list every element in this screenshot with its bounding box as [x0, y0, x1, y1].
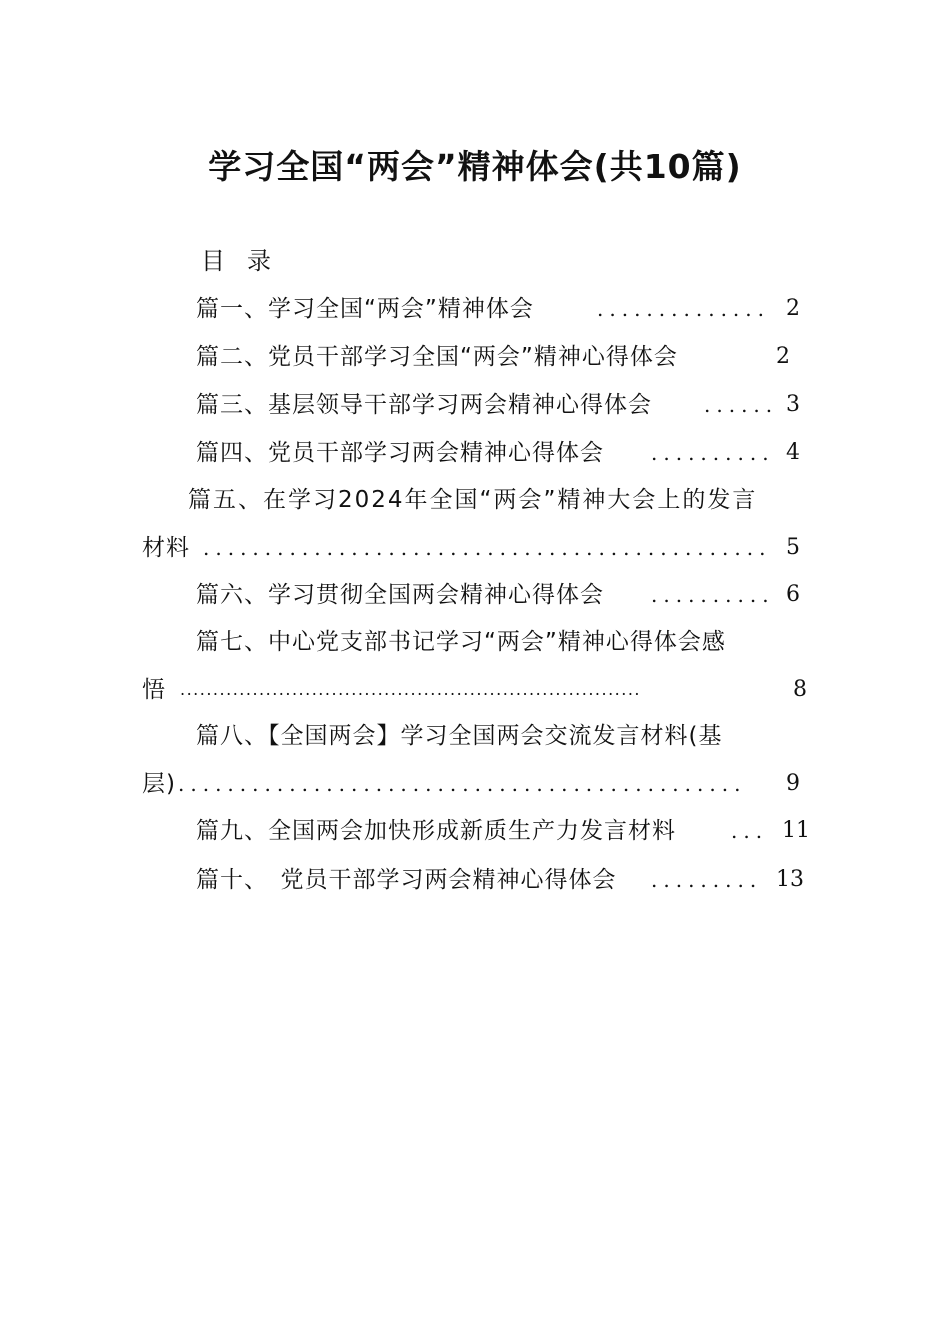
toc-entry-label: 篇二、党员干部学习全国“两会”精神心得体会 [196, 344, 678, 370]
toc-entry-label-continued: 层) [142, 771, 176, 797]
toc-entry-page: 11 [782, 818, 810, 843]
toc-entry-leader: .............................................. [178, 772, 747, 796]
toc-entry-7[interactable] [0, 624, 950, 660]
toc-entry-leader: ...... [704, 393, 779, 417]
toc-entry-page: 2 [786, 296, 800, 321]
toc-entry-5-continued[interactable] [0, 530, 950, 566]
toc-entry-2[interactable] [0, 339, 950, 375]
toc-entry-label: 篇七、中心党支部书记学习“两会”精神心得体会感 [196, 629, 726, 655]
toc-entry-6[interactable] [0, 577, 950, 613]
toc-entry-8[interactable] [0, 718, 950, 754]
toc-entry-leader: .............. [597, 297, 771, 321]
toc-entry-page: 4 [786, 440, 800, 465]
toc-entry-3[interactable] [0, 387, 950, 423]
toc-heading: 目录 [201, 247, 293, 275]
toc-entry-page: 6 [786, 582, 800, 607]
toc-entry-7-continued[interactable] [0, 672, 950, 708]
toc-entry-10[interactable] [0, 862, 950, 898]
toc-entry-label: 篇四、党员干部学习两会精神心得体会 [196, 440, 604, 466]
toc-entry-page: 13 [776, 867, 804, 892]
document-title: 学习全国“两会”精神体会(共10篇) [208, 147, 742, 186]
toc-entry-page: 8 [793, 677, 807, 702]
toc-entry-label-continued: 悟 [142, 677, 166, 703]
toc-entry-page: 2 [776, 344, 790, 369]
toc-entry-label: 篇八、【全国两会】学习全国两会交流发言材料(基 [196, 723, 723, 749]
toc-entry-4[interactable] [0, 435, 950, 471]
toc-entry-1[interactable] [0, 291, 950, 327]
toc-entry-5[interactable] [0, 482, 950, 518]
toc-entry-label: 篇六、学习贯彻全国两会精神心得体会 [196, 582, 604, 608]
toc-entry-9[interactable] [0, 813, 950, 849]
toc-entry-label-continued: 材料 [142, 535, 190, 561]
toc-entry-leader: .......... [651, 441, 775, 465]
toc-entry-leader: .............................................. [203, 536, 772, 560]
toc-entry-label: 篇十、 党员干部学习两会精神心得体会 [196, 867, 617, 893]
toc-entry-page: 9 [786, 771, 800, 796]
toc-entry-label: 篇九、全国两会加快形成新质生产力发言材料 [196, 818, 676, 844]
toc-entry-leader: .......... [651, 583, 775, 607]
toc-entry-label: 篇三、基层领导干部学习两会精神心得体会 [196, 392, 652, 418]
toc-entry-page: 3 [786, 392, 800, 417]
toc-entry-page: 5 [786, 535, 800, 560]
toc-entry-leader: ......... [651, 868, 763, 892]
toc-entry-label: 篇一、学习全国“两会”精神体会 [196, 296, 534, 322]
toc-entry-leader: ... [731, 819, 769, 843]
toc-entry-8-continued[interactable] [0, 766, 950, 802]
toc-entry-leader: ...................................................................... [180, 680, 642, 699]
toc-entry-label: 篇五、在学习2024年全国“两会”精神大会上的发言 [188, 487, 758, 513]
